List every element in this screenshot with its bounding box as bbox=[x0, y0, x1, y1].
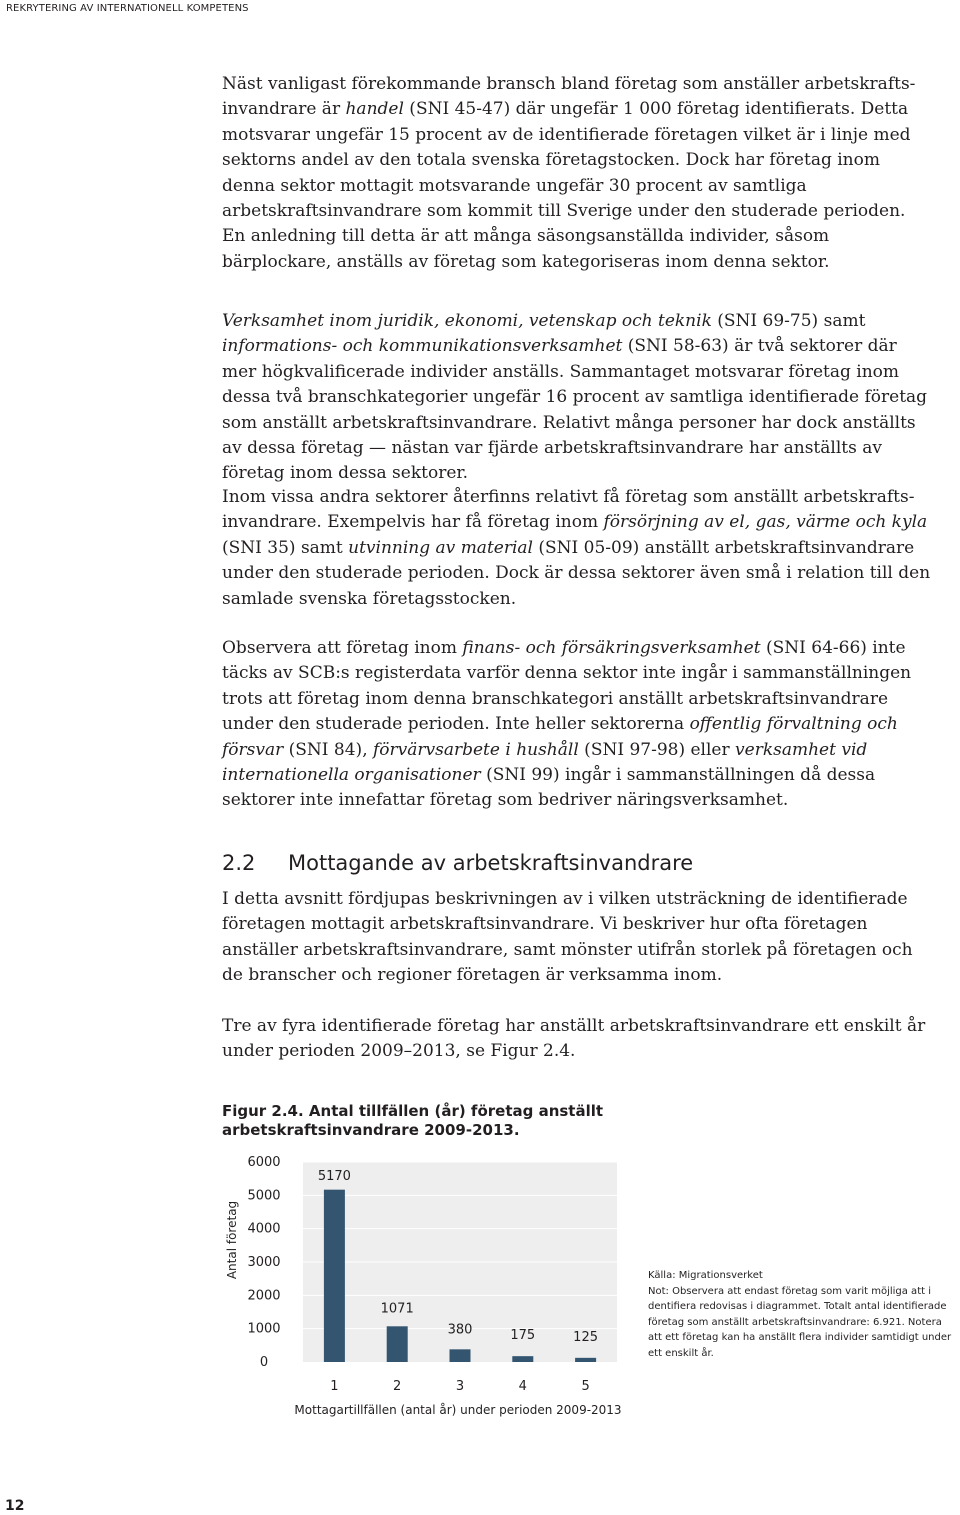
y-tick-label: 4000 bbox=[247, 1221, 281, 1237]
data-label: 125 bbox=[573, 1329, 599, 1345]
y-tick-label: 5000 bbox=[247, 1188, 281, 1204]
text-run: (SNI 45-47) där ungefär 1 000 företag identifierats. Detta motsvarar ungefär 15 procent av de identifierade företagen vilket är i linje med sektorns andel av den totala svenska företagstocken. Dock har företag inom denna sektor mottagit motsvarande ungefär 30 procent av samtliga arbetskraftsinvandrare som kommit till Sverige under den studerade perioden. En anledning till detta är att många säsongsanställda individer, såsom bärplockare, anställs av företag som kategoriseras inom denna sektor. bbox=[222, 99, 911, 272]
x-tick-label: 3 bbox=[455, 1379, 465, 1394]
text-run: Näst vanligast förekommande bransch bland företag som anställer arbetskraftsinvandrare är bbox=[222, 74, 916, 120]
y-tick-label: 1000 bbox=[247, 1321, 281, 1337]
text-run: Observera att företag inom bbox=[222, 638, 463, 658]
section-number: 2.2 bbox=[222, 851, 256, 875]
italic-term: försörjning av el, gas, värme och kyla bbox=[603, 512, 928, 533]
text-run: Tre av fyra identifierade företag har anställt arbetskraftsinvandrare ett enskilt år under perioden 2009–2013, se Figur 2.4. bbox=[222, 1016, 926, 1062]
data-label: 5170 bbox=[317, 1169, 351, 1184]
text-run: (SNI 99) ingår i sammanställningen då dessa sektorer inte innefattar företag som bedriver näringsverksamhet. bbox=[222, 765, 876, 811]
chart-source: Källa: Migrationsverket bbox=[648, 1270, 763, 1281]
y-axis-label: Antal företag bbox=[225, 1200, 239, 1280]
data-label: 380 bbox=[447, 1322, 473, 1338]
x-tick-label: 2 bbox=[393, 1379, 402, 1394]
chart-notes bbox=[648, 1268, 956, 1361]
italic-term: Verksamhet inom juridik, ekonomi, vetenskap och teknik bbox=[222, 311, 712, 331]
bar bbox=[387, 1326, 408, 1362]
text-run: Inom vissa andra sektorer återfinns relativt få företag som anställt arbetskraftsinvandrare. Exempelvis har få företag inom bbox=[222, 487, 915, 533]
italic-term: finans- och försäkringsverksamhet bbox=[462, 638, 761, 658]
italic-term: informations- och kommunikationsverksamhet bbox=[222, 336, 623, 357]
figure-caption: Figur 2.4. Antal tillfällen (år) företag anställt arbetskraftsinvandrare 2009-2013. bbox=[222, 1102, 604, 1139]
x-axis-label: Mottagartillfällen (antal år) under perioden 2009-2013 bbox=[294, 1403, 622, 1417]
y-tick-label: 0 bbox=[259, 1355, 269, 1370]
x-tick-label: 1 bbox=[330, 1379, 339, 1394]
data-label: 1071 bbox=[380, 1301, 414, 1317]
x-tick-label: 5 bbox=[581, 1379, 590, 1394]
bar bbox=[324, 1190, 345, 1362]
italic-term: offentlig förvaltning och försvar bbox=[222, 714, 898, 760]
y-tick-label: 2000 bbox=[247, 1288, 281, 1304]
italic-term: handel bbox=[345, 99, 404, 120]
text-run: (SNI 35) samt bbox=[222, 537, 349, 558]
y-tick-label: 6000 bbox=[247, 1155, 281, 1170]
chart-note: Not: Observera att endast företag som varit möjliga att i dentifiera redovisas i diagrammet. Totalt antal identifierade företag som anställt arbetskraftsinvandrare: 6.921. Notera att ett företag kan ha anställt flera individer samtidigt under ett enskilt år. bbox=[648, 1285, 952, 1359]
text-run: (SNI 58-63) är två sektorer där mer högkvalificerade individer anställs. Sammantaget motsvarar företag inom dessa två branschkategorier ungefär 16 procent av samtliga identifierade företag som anställt arbetskraftsinvandrare. Relativt många personer har dock anställts av dessa företag — nästan var fjärde arbetskraftsinvandrare har anställts av företag inom dessa sektorer. bbox=[222, 336, 928, 484]
data-label: 175 bbox=[510, 1328, 536, 1344]
italic-term: utvinning av material bbox=[348, 537, 533, 558]
italic-term: förvärvsarbete i hushåll bbox=[373, 739, 579, 760]
bar bbox=[450, 1349, 471, 1362]
italic-term: verksamhet vid internationella organisationer bbox=[222, 739, 868, 786]
y-tick-label: 3000 bbox=[247, 1255, 281, 1270]
text-run: (SNI 64-66) inte täcks av SCB:s registerdata varför denna sektor inte ingår i sammanställningen trots att företag inom denna branschkategori anställt arbetskraftsinvandrare under den studerade perioden. Inte heller sektorerna bbox=[222, 638, 912, 735]
text-run: (SNI 05-09) anställt arbetskraftsinvandrare under den studerade perioden. Dock är dessa sektorer även små i relation till den samlade svenska företagsstocken. bbox=[222, 537, 931, 609]
text-run: (SNI 84), bbox=[283, 739, 373, 760]
section-title: Mottagande av arbetskraftsinvandrare bbox=[288, 851, 694, 875]
bar bbox=[512, 1356, 533, 1362]
text-run: (SNI 69-75) samt bbox=[711, 311, 866, 331]
running-header: REKRYTERING AV INTERNATIONELL KOMPETENS bbox=[6, 3, 249, 14]
text-run: I detta avsnitt fördjupas beskrivningen av i vilken utsträckning de identifierade företagen mottagit arbetskraftsinvandrare. Vi beskriver hur ofta företagen anställer arbetskraftsinvandrare, samt mönster utifrån storlek på företagen och de branscher och regioner företagen är verksamma inom. bbox=[222, 889, 913, 986]
page-number: 12 bbox=[5, 1498, 25, 1514]
text-run: (SNI 97-98) eller bbox=[578, 739, 736, 760]
bar bbox=[575, 1358, 596, 1362]
x-tick-label: 4 bbox=[518, 1379, 527, 1394]
